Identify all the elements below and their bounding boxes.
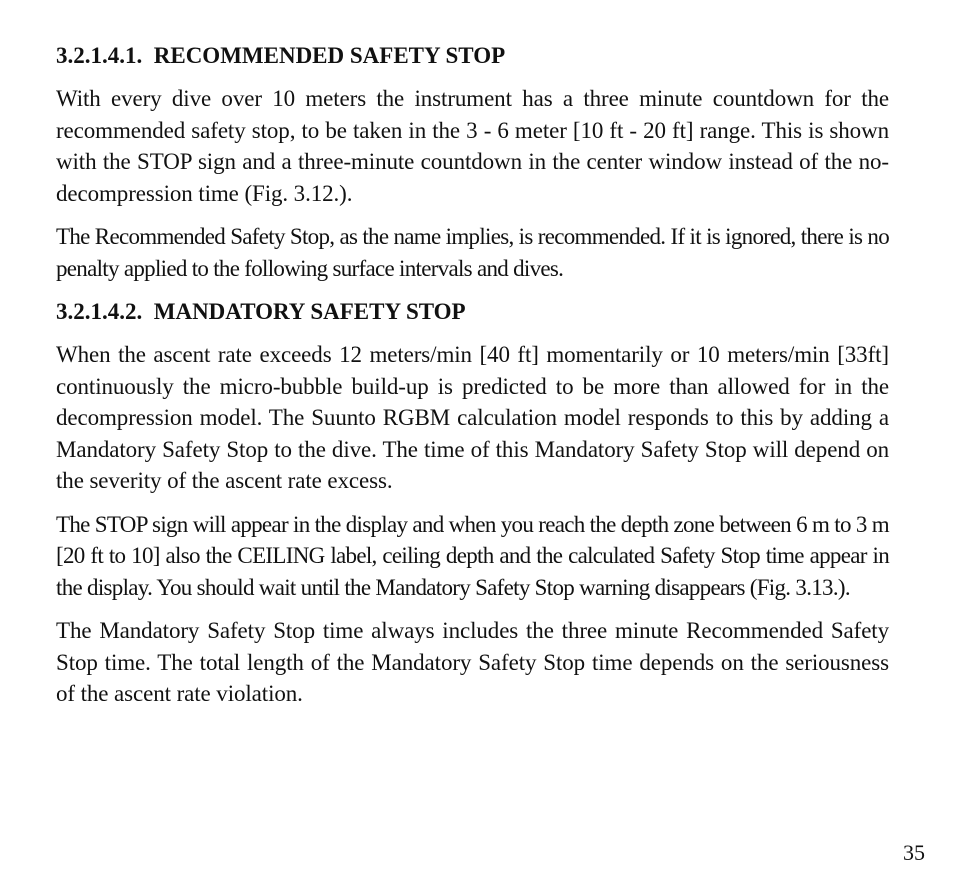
paragraph-recommended-safety-stop-description: With every dive over 10 meters the instrument has a three minute countdown for the recommended safety stop, to be taken in the 3 - 6 meter [10 ft - 20 ft] range. This is shown with the STOP sign and a three-minute countdown in the center window instead of the no-decompression time (Fig. 3.12.). [56,86,889,206]
paragraph-mandatory-safety-stop-display: The STOP sign will appear in the display and when you reach the depth zone between 6 m to 3 m [20 ft to 10] also the CEILING label, ceiling depth and the calculated Safety Stop time appear in the display. You should wait until the Mandatory Safety Stop warning disappears (Fig. 3.13.). [56,511,889,600]
document-page [56,40,889,722]
paragraph-recommended-safety-stop-penalty: The Recommended Safety Stop, as the name implies, is recommended. If it is ignored, there is no penalty applied to the following surface intervals and dives. [56,224,889,281]
paragraph-mandatory-safety-stop-ascent-rate: When the ascent rate exceeds 12 meters/min [40 ft] momentarily or 10 meters/min [33ft] continuously the micro-bubble build-up is predicted to be more than allowed for in the decompression model. The Suunto RGBM calculation model responds to this by adding a Mandatory Safety Stop to the dive. The time of this Mandatory Safety Stop will depend on the severity of the ascent rate excess. [56,342,889,493]
section-heading-recommended-safety-stop: 3.2.1.4.1. RECOMMENDED SAFETY STOP [56,43,506,68]
paragraph-mandatory-safety-stop-duration: The Mandatory Safety Stop time always includes the three minute Recommended Safety Stop time. The total length of the Mandatory Safety Stop time depends on the seriousness of the ascent rate violation. [56,618,889,706]
page-number: 35 [903,840,925,865]
section-heading-mandatory-safety-stop: 3.2.1.4.2. MANDATORY SAFETY STOP [56,299,466,324]
